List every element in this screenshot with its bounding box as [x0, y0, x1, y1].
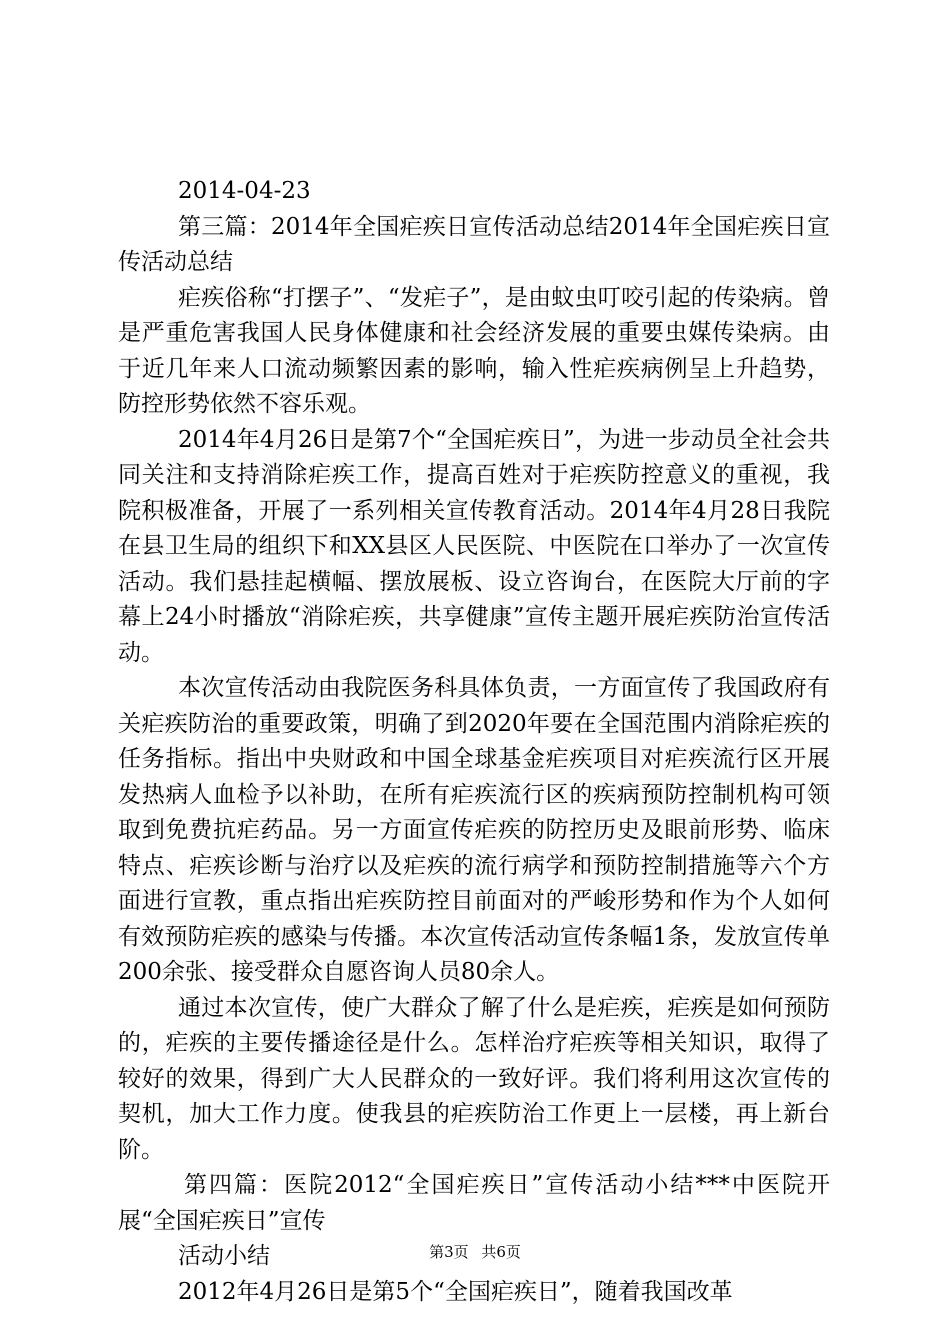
document-body	[118, 174, 830, 1310]
body-paragraph: 通过本次宣传，使广大群众了解了什么是疟疾，疟疾是如何预防的，疟疾的主要传播途径是什么。怎样治疗疟疾等相关知识，取得了较好的效果，得到广大人民群众的一致好评。我们将利用这次宣传的契机，加大工作力度。使我县的疟疾防治工作更上一层楼，再上新台阶。	[118, 994, 830, 1163]
body-paragraph: 2014年4月26日是第7个“全国疟疾日”，为进一步动员全社会共同关注和支持消除疟疾工作，提高百姓对于疟疾防控意义的重视，我院积极准备，开展了一系列相关宣传教育活动。2014年4月28日我院在县卫生局的组织下和XX县区人民医院、中医院在口举办了一次宣传活动。我们悬挂起横幅、摆放展板、设立咨询台，在医院大厅前的字幕上24小时播放“消除疟疾，共享健康”宣传主题开展疟疾防治宣传活动。	[118, 426, 830, 666]
body-paragraph: 2012年4月26日是第5个“全国疟疾日”，随着我国改革	[178, 1278, 733, 1305]
section-heading-4: 第四篇：医院2012“全国疟疾日”宣传活动小结***中医院开展“全国疟疾日”宣传	[118, 1172, 830, 1234]
body-paragraph: 本次宣传活动由我院医务科具体负责，一方面宣传了我国政府有关疟疾防治的重要政策，明确了到2020年要在全国范围内消除疟疾的任务指标。指出中央财政和中国全球基金疟疾项目对疟疾流行区开展发热病人血检予以补助，在所有疟疾流行区的疾病预防控制机构可领取到免费抗疟药品。另一方面宣传疟疾的防控历史及眼前形势、临床特点、疟疾诊断与治疗以及疟疾的流行病学和预防控制措施等六个方面进行宣教，重点指出疟疾防控目前面对的严峻形势和作为个人如何有效预防疟疾的感染与传播。本次宣传活动宣传条幅1条，发放宣传单200余张、接受群众自愿咨询人员80余人。	[118, 675, 830, 985]
date-line: 2014-04-23	[178, 178, 311, 204]
page-number: 第3页	[429, 1243, 469, 1261]
section-heading-3: 第三篇：2014年全国疟疾日宣传活动总结2014年全国疟疾日宣传活动总结	[118, 213, 830, 275]
section-subheading: 活动小结	[178, 1243, 270, 1269]
page-footer	[0, 1242, 950, 1262]
body-paragraph: 疟疾俗称“打摆子”、“发疟子”，是由蚊虫叮咬引起的传染病。曾是严重危害我国人民身体健康和社会经济发展的重要虫媒传染病。由于近几年来人口流动频繁因素的影响，输入性疟疾病例呈上升趋势，防控形势依然不容乐观。	[118, 284, 830, 417]
page-total: 共6页	[481, 1243, 521, 1261]
